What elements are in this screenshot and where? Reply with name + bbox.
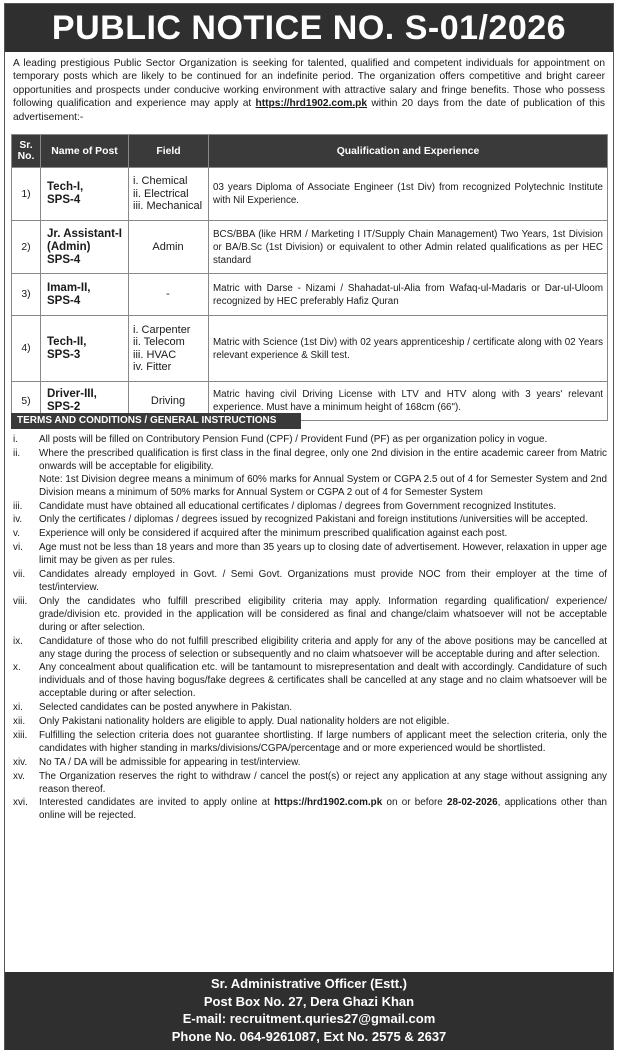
sr-no: 2) bbox=[12, 221, 41, 274]
post-qualification: BCS/BBA (like HRM / Marketing I IT/Supply Chain Management) Two Years, 1st Division or BA/B.Sc (1st Division) or equivalent to other Admin related qualifications as per HEC standard bbox=[209, 221, 608, 274]
post-qualification: Matric with Science (1st Div) with 02 years apprenticeship / certificate along with 02 Years relevant experience & Skill test. bbox=[209, 316, 608, 382]
closing-date: 28-02-2026 bbox=[447, 797, 498, 809]
intro-text: A leading prestigious Public Sector Organization is seeking for talented, qualified and competent individuals for appointment on temporary posts which are likely to be continued for an indefinite period. The organization offers competitive and bright career opportunities and prospects under conducive working environment with attractive salary and fringe benefits. Those who possess following qualification and experience may apply at bbox=[13, 58, 605, 110]
officer-title: Sr. Administrative Officer (Estt.) bbox=[210, 976, 407, 991]
list-item: viii. Only the candidates who fulfill prescribed eligibility criteria may apply. Information regarding qualification/ experience/ grade/division etc. provided in the application will be considered as final and change/claim whatsoever will not be acceptable during or after selection. bbox=[13, 595, 607, 633]
post-qualification: Matric with Darse - Nizami / Shahadat-ul-Alia from Wafaq-ul-Madaris or Dar-ul-Uloom recognized by HEC preferably Hafiz Quran bbox=[209, 274, 608, 316]
apply-link-footer[interactable]: https://hrd1902.com.pk bbox=[274, 797, 383, 809]
list-item: v. Experience will only be considered if acquired after the minimum prescribed qualification against each post. bbox=[13, 528, 508, 540]
contact-email[interactable]: E-mail: recruitment.quries27@gmail.com bbox=[182, 1011, 436, 1026]
sr-no: 5) bbox=[12, 382, 41, 421]
list-item: x. Any concealment about qualification etc. will be tantamount to misrepresentation and dealt with accordingly. Candidature of such individuals and of those having bogus/fake degrees & certificates shall be cancelled at any stage and no claim whatsoever will be acceptable during or after selection. bbox=[13, 662, 607, 700]
sr-no: 3) bbox=[12, 274, 41, 316]
post-name: Driver-III, SPS-2 bbox=[41, 382, 129, 421]
post-name: Jr. Assistant-I (Admin) SPS-4 bbox=[41, 221, 129, 274]
list-item: ii. Where the prescribed qualification is first class in the final degree, only one 2nd division in the entire academic career from Matric onwards will be acceptable for eligibility. Note: 1st Division degree means a minimum of 60% marks for Annual System or CGPA 2.5 out of 4 for Semester System and 2nd Division means a minimum of 50% marks for Annual System or CGPA 2 out of 4 for Semester System bbox=[13, 447, 607, 498]
post-qualification: 03 years Diploma of Associate Engineer (1st Div) from recognized Polytechnic Institute with Nil Experience. bbox=[209, 168, 608, 221]
post-field: Driving bbox=[129, 382, 209, 421]
post-box-address: Post Box No. 27, Dera Ghazi Khan bbox=[203, 993, 415, 1009]
header-sr-no: Sr. No. bbox=[12, 135, 41, 168]
list-item: iv. Only the certificates / diplomas / degrees issued by recognized Pakistani and foreign institutions /universities will be accepted. bbox=[13, 514, 588, 526]
list-item: iii. Candidate must have obtained all educational certificates / diplomas / degrees from Government recognized Institutes. bbox=[13, 500, 557, 512]
header-qualification: Qualification and Experience bbox=[209, 135, 608, 168]
sr-no: 4) bbox=[12, 316, 41, 382]
post-field: i. Carpenter ii. Telecom iii. HVAC iv. Fitter bbox=[129, 316, 209, 382]
list-item: xv. The Organization reserves the right to withdraw / cancel the post(s) or reject any application at any stage without assigning any reason thereof. bbox=[13, 770, 607, 795]
public-notice bbox=[4, 3, 614, 1050]
sr-no: 1) bbox=[12, 168, 41, 221]
header-field: Field bbox=[129, 135, 209, 168]
list-item: xvi. Interested candidates are invited to apply online at https://hrd1902.com.pk on or before 28-02-2026, applications other than online will be rejected. bbox=[13, 797, 607, 822]
list-item: xiv. No TA / DA will be admissible for appearing in test/interview. bbox=[13, 756, 301, 768]
table-row bbox=[12, 168, 608, 221]
header-name-of-post: Name of Post bbox=[41, 135, 129, 168]
list-item: xi. Selected candidates can be posted anywhere in Pakistan. bbox=[13, 702, 293, 714]
post-name: Tech-I, SPS-4 bbox=[41, 168, 129, 221]
contact-phone: Phone No. 064-9261087, Ext No. 2575 & 2637 bbox=[171, 1028, 447, 1044]
table-row bbox=[12, 221, 608, 274]
post-qualification: Matric having civil Driving License with LTV and HTV along with 3 years' relevant experience. Must have a minimum height of 168cm (66"). bbox=[209, 382, 608, 421]
notice-title: PUBLIC NOTICE NO. S-01/2026 bbox=[5, 4, 613, 52]
post-field: Admin bbox=[129, 221, 209, 274]
list-item: xiii. Fulfilling the selection criteria does not guarantee shortlisting. If large numbers of applicant meet the selection criteria, only the candidates with higher standing in marks/divisions/CGPA/percentage and or more experienced would be shortlisted. bbox=[13, 729, 607, 754]
intro-paragraph bbox=[13, 57, 605, 124]
apply-link[interactable]: https://hrd1902.com.pk bbox=[255, 98, 368, 110]
terms-list bbox=[13, 434, 607, 824]
list-item: vii. Candidates already employed in Govt. / Semi Govt. Organizations must provide NOC from their employer at the time of test/interview. bbox=[13, 569, 607, 593]
post-field: - bbox=[129, 274, 209, 316]
contact-footer bbox=[5, 972, 613, 1050]
terms-heading: TERMS AND CONDITIONS / GENERAL INSTRUCTIONS bbox=[11, 413, 301, 429]
table-row bbox=[12, 316, 608, 382]
intro-text-end: within 20 days from the date of publication of this advertisement:- bbox=[13, 98, 605, 123]
division-note: Note: 1st Division degree means a minimum of 60% marks for Annual System or CGPA 2.5 out of 4 for Semester System and 2nd Division means a minimum of 50% marks for Annual System or CGPA 2 out of 4 for Semester System bbox=[39, 473, 607, 498]
post-name: Tech-II, SPS-3 bbox=[41, 316, 129, 382]
posts-table bbox=[11, 134, 608, 421]
list-item: xii. Only Pakistani nationality holders are eligible to apply. Dual nationality holders are not eligible. bbox=[13, 716, 450, 728]
table-header-row bbox=[12, 135, 608, 168]
list-item: ix. Candidature of those who do not fulfill prescribed eligibility criteria and apply for any of the above positions may be cancelled at any stage during the process of selection or subsequently and no claim whatsoever will be acceptable during and after selection. bbox=[13, 635, 607, 660]
table-row bbox=[12, 274, 608, 316]
list-item: i. All posts will be filled on Contributory Pension Fund (CPF) / Provident Fund (PF) as per organization policy in vogue. bbox=[13, 434, 548, 445]
post-name: Imam-II, SPS-4 bbox=[41, 274, 129, 316]
post-field: i. Chemical ii. Electrical iii. Mechanical bbox=[129, 168, 209, 221]
list-item: vi. Age must not be less than 18 years and more than 35 years up to closing date of advertisement. However, relaxation in upper age limit may be given as per rules. bbox=[13, 542, 607, 567]
